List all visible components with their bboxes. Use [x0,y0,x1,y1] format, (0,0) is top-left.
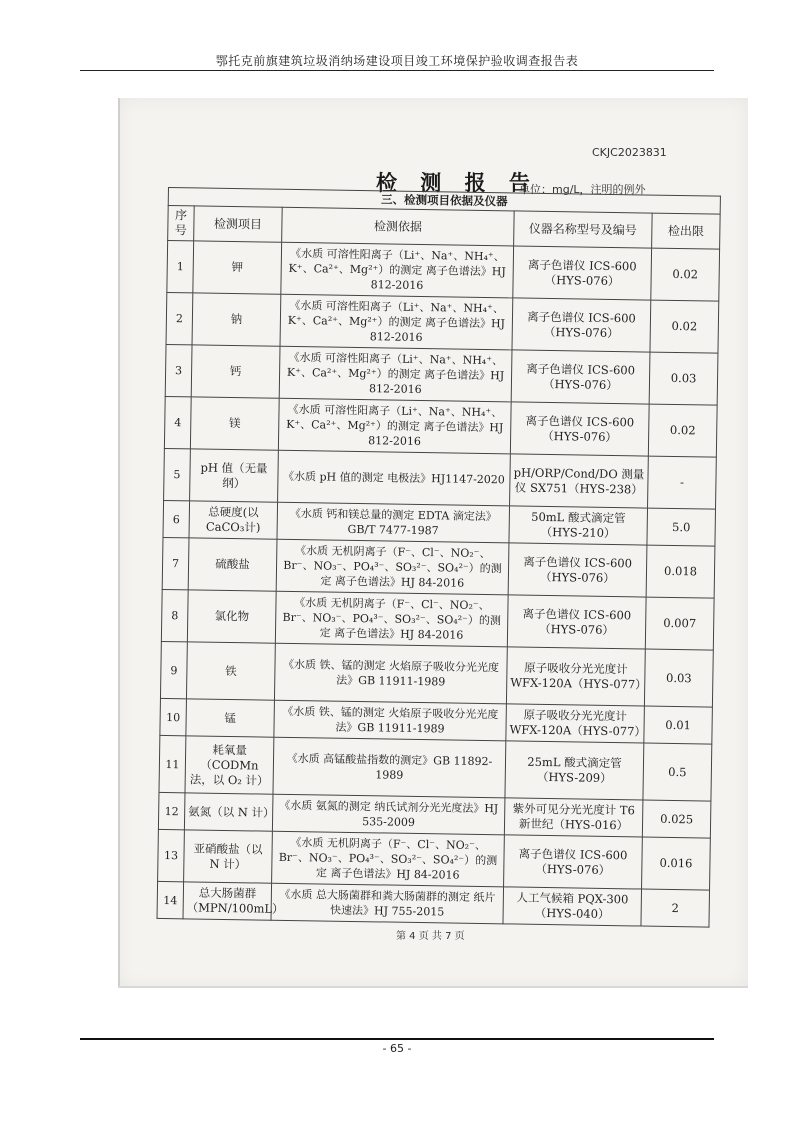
report-title: 检 测 报 告 [376,171,538,195]
cell-seq: 8 [161,589,188,641]
cell-seq: 2 [166,292,193,344]
section-title: 三、检测项目依据及仪器 [168,188,720,215]
cell-item: 钙 [191,345,280,398]
cell-instrument: pH/ORP/Cond/DO 测量仪 SX751（HYS-238） [510,454,649,508]
cell-instrument: 人工气候箱 PQX-300（HYS-040） [503,887,642,926]
cell-item: 耗氧量（CODMn法，以 O₂ 计） [185,736,274,794]
cell-basis: 《水质 钙和镁总量的测定 EDTA 滴定法》GB/T 7477-1987 [277,502,510,543]
detection-basis-table [157,187,721,928]
column-header-basis: 检测依据 [282,207,515,246]
cell-basis: 《水质 可溶性阳离子（Li⁺、Na⁺、NH₄⁺、K⁺、Ca²⁺、Mg²⁺）的测定 离子色谱法》HJ 812-2016 [280,294,513,350]
cell-item: 锰 [186,699,275,737]
cell-basis: 《水质 总大肠菌群和粪大肠菌群的测定 纸片快速法》HJ 755-2015 [271,883,504,924]
cell-limit: 0.03 [644,649,713,707]
cell-item: 总硬度(以CaCO₃计) [189,501,278,539]
cell-limit: 0.018 [646,545,715,598]
cell-basis: 《水质 铁、锰的测定 火焰原子吸收分光光度法》GB 11911-1989 [274,700,507,741]
cell-seq: 5 [164,448,191,500]
cell-item: 亚硝酸盐（以 N 计） [184,830,273,883]
cell-instrument: 原子吸收分光光度计 WFX-120A（HYS-077） [506,647,645,706]
cell-basis: 《水质 氨氮的测定 纳氏试剂分光光度法》HJ 535-2009 [272,794,505,835]
cell-limit: 0.016 [642,837,711,890]
cell-item: 氨氮（以 N 计） [184,793,273,831]
cell-seq: 12 [158,792,185,829]
page-indicator: 第 4 页 共 7 页 [396,931,465,942]
scan-edge-bottom [118,986,748,988]
cell-item: 钠 [192,293,281,346]
report-table-wrapper [157,187,720,928]
cell-seq: 7 [162,537,189,589]
cell-instrument: 离子色谱仪 ICS-600（HYS-076） [512,298,651,352]
cell-item: pH 值（无量纲） [190,449,279,502]
column-header-item: 检测项目 [194,206,283,242]
cell-item: 铁 [186,642,275,700]
cell-limit: 0.01 [644,706,713,744]
cell-seq: 14 [157,881,184,918]
column-header-instrument: 仪器名称型号及编号 [514,211,653,248]
scan-edge-left [118,98,120,988]
cell-basis: 《水质 可溶性阳离子（Li⁺、Na⁺、NH₄⁺、K⁺、Ca²⁺、Mg²⁺）的测定 离子色谱法》HJ 812-2016 [281,242,514,298]
cell-basis: 《水质 铁、锰的测定 火焰原子吸收分光光度法》GB 11911-1989 [274,643,507,704]
cell-instrument: 50mL 酸式滴定管（HYS-210） [509,506,648,545]
cell-basis: 《水质 无机阴离子（F⁻、Cl⁻、NO₂⁻、Br⁻、NO₃⁻、PO₄³⁻、SO₃²⁻、SO₄²⁻）的测定 离子色谱法》HJ 84-2016 [275,591,508,647]
cell-seq: 13 [158,829,185,881]
cell-limit: 2 [641,889,710,927]
cell-item: 钾 [193,241,282,294]
cell-instrument: 离子色谱仪 ICS-600（HYS-076） [510,402,649,456]
cell-limit: 0.02 [651,248,720,301]
cell-seq: 4 [164,396,191,448]
cell-limit: 5.0 [647,508,716,546]
cell-basis: 《水质 无机阴离子（F⁻、Cl⁻、NO₂⁻、Br⁻、NO₃⁻、PO₄³⁻、SO₃²⁻、SO₄²⁻）的测定 离子色谱法》HJ 84-2016 [272,831,505,887]
table-row [162,537,715,598]
cell-basis: 《水质 可溶性阳离子（Li⁺、Na⁺、NH₄⁺、K⁺、Ca²⁺、Mg²⁺）的测定 离子色谱法》HJ 812-2016 [279,346,512,402]
cell-item: 硫酸盐 [188,538,277,591]
unit-note: 单位：mg/L，注明的例外 [519,183,646,196]
cell-limit: 0.025 [642,800,711,838]
cell-limit: 0.03 [649,352,718,405]
cell-instrument: 离子色谱仪 ICS-600（HYS-076） [511,350,650,404]
cell-basis: 《水质 高锰酸盐指数的测定》GB 11892-1989 [273,737,506,798]
table-row [161,589,714,650]
cell-seq: 10 [160,698,187,735]
cell-seq: 9 [160,641,187,698]
cell-limit: 0.007 [645,597,714,650]
cell-item: 镁 [190,397,279,450]
table-row [159,735,712,801]
report-code: CKJC2023831 [592,146,667,159]
cell-basis: 《水质 pH 值的测定 电极法》HJ1147-2020 [278,450,511,506]
cell-limit: 0.5 [643,743,712,801]
footer-page-number: - 65 - [382,1042,412,1055]
cell-item: 氯化物 [187,590,276,643]
table-row [164,396,717,457]
cell-limit: - [648,456,717,509]
cell-instrument: 紫外可见分光光度计 T6 新世纪（HYS-016） [504,798,643,837]
table-row [157,881,710,927]
cell-limit: 0.02 [650,300,719,353]
table-row [160,641,713,707]
cell-instrument: 原子吸收分光光度计 WFX-120A（HYS-077） [506,704,645,743]
cell-instrument: 离子色谱仪 ICS-600（HYS-076） [508,543,647,597]
cell-instrument: 离子色谱仪 ICS-600（HYS-076） [507,595,646,649]
column-header-seq: 序号 [168,206,195,241]
page-header: 鄂托克前旗建筑垃圾消纳场建设项目竣工环境保护验收调查报告表 [215,54,579,68]
column-header-limit: 检出限 [652,213,721,249]
table-row [167,241,720,302]
cell-item: 总大肠菌群（MPN/100mL） [183,882,272,920]
table-row [165,344,718,405]
cell-limit: 0.02 [648,404,717,457]
table-row [164,448,717,509]
footer-rule [80,1038,714,1040]
table-row [166,292,719,353]
cell-instrument: 25mL 酸式滴定管（HYS-209） [505,741,644,800]
cell-basis: 《水质 可溶性阳离子（Li⁺、Na⁺、NH₄⁺、K⁺、Ca²⁺、Mg²⁺）的测定 离子色谱法》HJ 812-2016 [278,398,511,454]
cell-seq: 1 [167,241,194,293]
cell-seq: 3 [165,344,192,396]
table-row [158,829,711,890]
cell-seq: 11 [159,735,186,792]
cell-basis: 《水质 无机阴离子（F⁻、Cl⁻、NO₂⁻、Br⁻、NO₃⁻、PO₄³⁻、SO₃²⁻、SO₄²⁻）的测定 离子色谱法》HJ 84-2016 [276,539,509,595]
header-rule [80,70,714,71]
cell-instrument: 离子色谱仪 ICS-600（HYS-076） [513,246,652,300]
cell-instrument: 离子色谱仪 ICS-600（HYS-076） [504,835,643,889]
cell-seq: 6 [163,500,190,537]
